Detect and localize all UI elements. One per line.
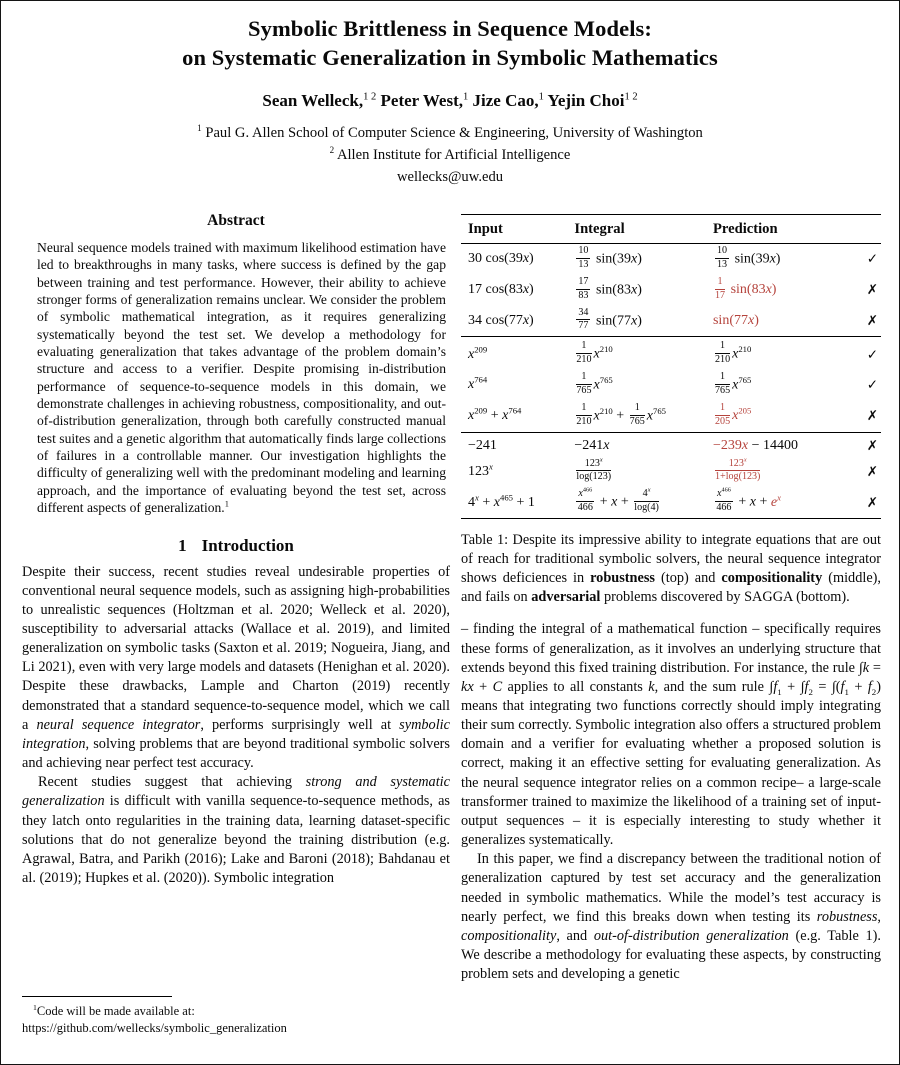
cell-input: $x^{209}$ (461, 337, 574, 370)
cell-result-mark: ✗ (866, 282, 878, 299)
abstract-text: Neural sequence models trained with maximum likelihood estimation have led to breakthroughs in many tasks, where success is defined by the gap between training and test performance. However, their ability to achieve stronger forms of generalization remains unclear. We consider the problem of symbolic mathematical integration, as it requires generalizing systematically beyond the test set. We develop a methodology for evaluating generalization that takes advantage of the problem domain’s structure and access to a verifier. Despite promising in-distribution performance of sequence-to-sequence models in this domain, we demonstrate challenges in achieving robustness, compositionality, and out-of-distribution generalization, through both carefully constructed manual test suites and a genetic algorithm that automatically finds large collections of failures in a controllable manner. Our investigation highlights the difficulty of generalizing well with the predominant modeling and learning approach, and the importance of evaluating beyond the test set, across different aspects of generalization.$^1$ (37, 240, 446, 516)
affiliation-line-2: $^2$ Allen Institute for Artificial Intelligence (329, 145, 571, 163)
intro-paragraph-1: Despite their success, recent studies reveal undesirable properties of conventional neural sequence models, such as assigning high-probabilities to unrealistic sequences (Holtzman et al. 2020; Welleck et al. 2020), susceptibility to adversarial attacks (Wallace et al. 2019), and limited generalization on symbolic tasks (Saxton et al. 2019; Nogueira, Jiang, and Li 2021), even with very large models and datasets (Henighan et al. 2020). Despite these drawbacks, Lample and Charton (2019) recently demonstrated that a standard sequence-to-sequence model, which we call a neural sequence integrator, performs surprisingly well at symbolic integration, solving problems that are beyond traditional symbolic solvers and achieving near perfect test accuracy. (22, 563, 450, 772)
paper-title (1, 14, 899, 72)
footnote-url: https://github.com/wellecks/symbolic_generalization (22, 1020, 287, 1035)
table-header-result (847, 215, 881, 244)
table-row (461, 370, 881, 401)
section-heading-introduction (22, 536, 450, 556)
cell-result-mark: ✗ (866, 463, 878, 480)
cell-prediction: $\frac{123^x}{1+\log(123)}$ (714, 456, 761, 483)
cell-input: $x^{209} + x^{764}$ (468, 405, 522, 424)
intro-paragraph-2: Recent studies suggest that achieving strong and systematic generalization is difficult with vanilla sequence-to-sequence methods, as they latch onto regularities in the training data, learning dataset-specific solutions that do not generalize beyond the training distribution (e.g. Agrawal, Batra, and Parikh (2016); Lake and Baroni (2018); Bahdanau et al. (2019); Hupkes et al. (2020)). Symbolic integration (22, 774, 450, 886)
results-table-body (461, 244, 881, 519)
authors-line: Sean Welleck,$^{1 2}$ Peter West,$^1$ Jize Cao,$^1$ Yejin Choi$^{1 2}$ (262, 91, 638, 110)
cell-prediction: sin(77x) (712, 312, 759, 328)
table-header-prediction: Prediction (713, 215, 847, 244)
cell-input: $4^x + x^{465} + 1$ (468, 491, 535, 510)
right-column-paragraph-2: In this paper, we find a discrepancy between the traditional notion of generalization captured by test set accuracy and the generalization needed in symbolic mathematics. While the model’s test accuracy is nearly perfect, we find this breaks down when testing its robustness, compositionality, and out-of-distribution generalization (e.g. Table 1). We describe a methodology for evaluating these aspects, by constructing problem sets and developing a genetic (461, 851, 881, 983)
cell-integral: $\frac{x^{466}}{466}$ + x + $\frac{4^x}{\log(4)}$ (577, 486, 659, 514)
right-column-paragraph-1: – finding the integral of a mathematical function – specifically requires these forms of generalization, as it involves an underlying structure that extends beyond this fixed training distribution. For instance, the rule ∫k = kx + C applies to all constants k, and the sum rule $\int f_1 + \int f_2 = \int(f_1 + f_2)$ means that integrating two functions correctly should imply integrating their sum correctly. Symbolic integration also offers a structured problem domain and a verifier for evaluating whether a proposed solution is correct, making it an effective setting for evaluating generalization. As the neural sequence integrator relies on a common recipe– a large-scale transformer trained to maximize the likelihood of a training set of input-output sequences – it is especially interesting to study whether it generalizes systematically. (461, 621, 881, 849)
table-row (461, 306, 881, 337)
table-row (461, 432, 881, 457)
table-header-integral: Integral (574, 215, 713, 244)
cell-prediction: −239x − 14400 (713, 432, 847, 457)
left-column (22, 212, 450, 888)
cell-result-mark: ✓ (866, 377, 878, 394)
cell-integral: $\frac{1}{210}$ $x^{210}$ + $\frac{1}{765}$ $x^{765}$ (576, 401, 667, 427)
cell-input: 30 cos(39x) (468, 251, 534, 267)
cell-integral: $\frac{123^x}{\log(123)}$ (576, 456, 612, 483)
cell-result-mark: ✗ (847, 432, 881, 457)
paper-title-line-2: on Systematic Generalization in Symbolic Mathematics (182, 45, 718, 70)
author-email: wellecks@uw.edu (396, 169, 504, 185)
cell-integral: $\frac{1}{210}$ $x^{210}$ (574, 337, 713, 370)
footnote-text: $^1$Code will be made available at: (33, 1002, 195, 1018)
section-title: Introduction (201, 535, 294, 555)
table-row (461, 457, 881, 488)
table-row (461, 275, 881, 306)
table-row (461, 244, 881, 275)
footnote-rule (22, 996, 172, 997)
cell-prediction: $\frac{1}{765}$ $x^{765}$ (714, 371, 752, 396)
cell-input: 34 cos(77x) (468, 312, 534, 328)
cell-result-mark: ✓ (847, 337, 881, 370)
affiliation-line-1: $^1$ Paul G. Allen School of Computer Science & Engineering, University of Washington (197, 123, 703, 141)
footnote (22, 996, 450, 1036)
cell-prediction: $\frac{10}{13}$ sin(39x) (716, 245, 781, 270)
cell-result-mark: ✗ (866, 312, 878, 329)
abstract-heading: Abstract (207, 212, 265, 229)
cell-input: $x^{764}$ (468, 374, 488, 393)
paper-header (1, 1, 899, 188)
table-row (461, 337, 881, 370)
cell-prediction: $\frac{1}{210}$ $x^{210}$ (713, 337, 847, 370)
cell-integral: −241x (574, 432, 713, 457)
section-number: 1 (178, 535, 187, 555)
table-header-input: Input (461, 215, 574, 244)
table-caption: Table 1: Despite its impressive ability to integrate equations that are out of reach for traditional symbolic solvers, the neural sequence integrator shows deficiences in robustness (top) and compositionality (middle), and fails on adversarial problems discovered by SAGGA (bottom). (461, 532, 881, 606)
cell-integral: $\frac{10}{13}$ sin(39x) (578, 245, 642, 270)
cell-result-mark: ✗ (866, 408, 878, 425)
cell-prediction: $\frac{1}{17}$ sin(83x) (714, 275, 777, 301)
table-row (461, 401, 881, 432)
cell-result-mark: ✗ (866, 494, 878, 511)
right-column (461, 206, 881, 984)
cell-input: 17 cos(83x) (468, 282, 534, 298)
results-table-head (461, 215, 881, 244)
cell-prediction: $\frac{1}{205}$ $x^{205}$ (714, 401, 752, 427)
cell-result-mark: ✓ (866, 251, 878, 268)
cell-prediction: $\frac{x^{466}}{466}$ + $x + e^x$ (716, 486, 781, 514)
cell-input: 123$^x$ (468, 461, 493, 479)
cell-integral: $\frac{34}{77}$ sin(77x) (578, 306, 642, 332)
table-row (461, 487, 881, 518)
cell-integral: $\frac{17}{83}$ sin(83x) (578, 275, 642, 301)
cell-integral: $\frac{1}{765}$ $x^{765}$ (576, 371, 613, 396)
results-table (461, 214, 881, 519)
cell-input: −241 (461, 432, 574, 457)
paper-title-line-1: Symbolic Brittleness in Sequence Models: (248, 16, 652, 41)
